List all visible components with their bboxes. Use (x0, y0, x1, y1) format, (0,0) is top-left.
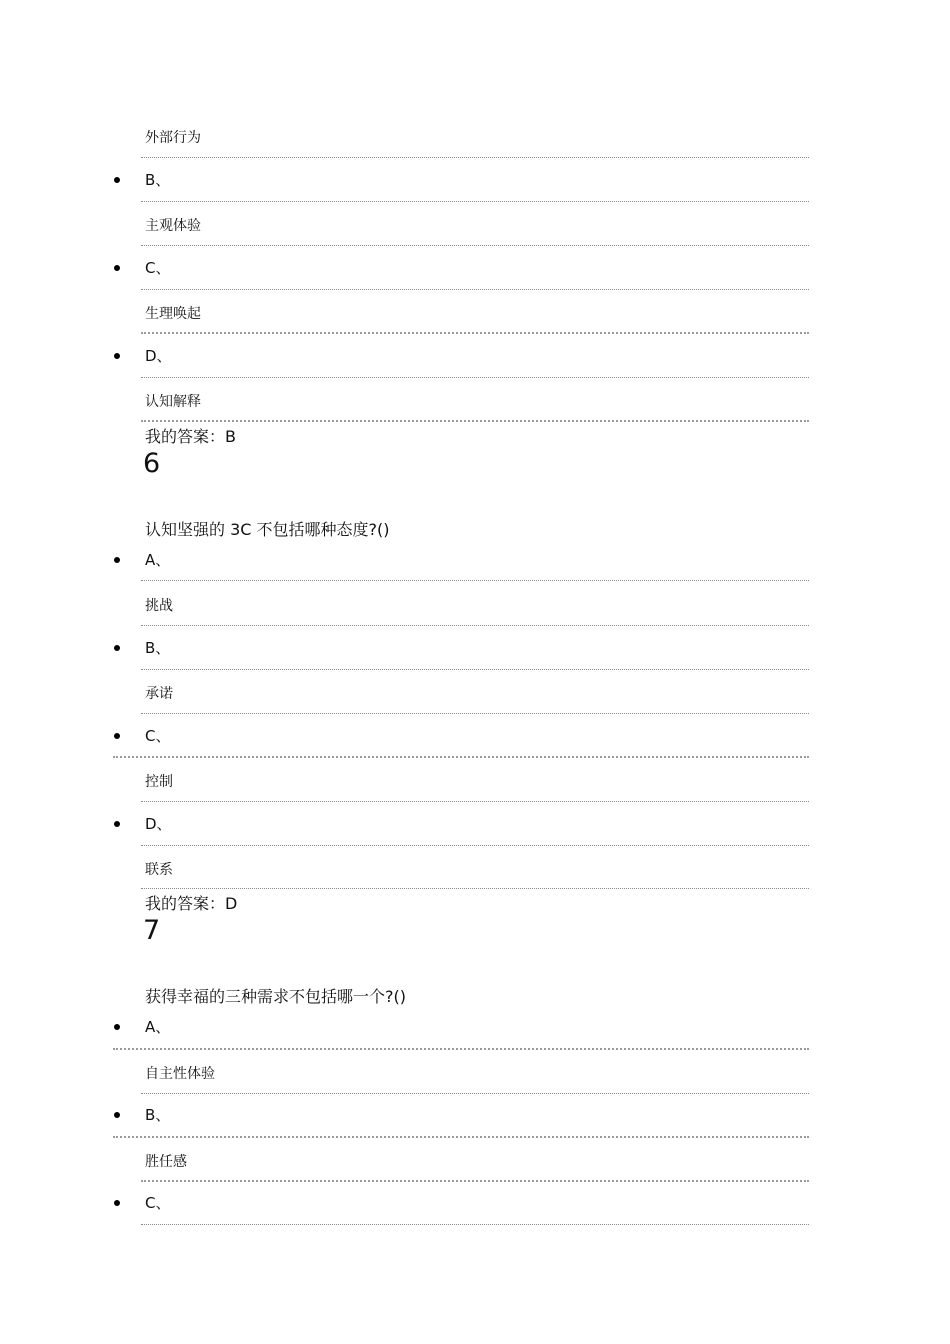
bullet-icon (114, 177, 120, 183)
divider (141, 801, 809, 802)
option-letter[interactable]: C、 (145, 727, 171, 745)
option-text: 控制 (145, 774, 173, 790)
my-answer: 我的答案：B (145, 427, 236, 446)
my-answer: 我的答案：D (145, 894, 238, 913)
divider (113, 756, 809, 758)
option-text: 承诺 (145, 686, 173, 702)
divider (141, 245, 809, 246)
bullet-icon (114, 733, 120, 739)
divider (141, 713, 809, 714)
option-letter[interactable]: D、 (145, 347, 172, 365)
option-text: 认知解释 (145, 394, 201, 410)
divider (141, 332, 809, 334)
bullet-icon (114, 645, 120, 651)
divider (141, 377, 809, 378)
option-letter[interactable]: A、 (145, 551, 171, 569)
option-text: 自主性体验 (145, 1066, 215, 1082)
option-text: 外部行为 (145, 130, 201, 146)
option-text: 主观体验 (145, 218, 201, 234)
divider (141, 289, 809, 290)
bullet-icon (114, 557, 120, 563)
divider (113, 1136, 809, 1138)
option-letter[interactable]: B、 (145, 639, 171, 657)
divider (141, 580, 809, 581)
bullet-icon (114, 821, 120, 827)
bullet-icon (114, 265, 120, 271)
bullet-icon (114, 1112, 120, 1118)
option-text: 联系 (145, 862, 173, 878)
option-letter[interactable]: A、 (145, 1018, 171, 1036)
option-text: 生理唤起 (145, 306, 201, 322)
question-text: 获得幸福的三种需求不包括哪一个?() (145, 987, 406, 1006)
divider (141, 888, 809, 889)
divider (141, 157, 809, 158)
divider (141, 1224, 809, 1225)
divider (141, 625, 809, 626)
divider (141, 1180, 809, 1182)
divider (113, 1048, 809, 1050)
option-text: 胜任感 (145, 1154, 187, 1170)
bullet-icon (114, 1024, 120, 1030)
option-letter[interactable]: C、 (145, 259, 171, 277)
bullet-icon (114, 1200, 120, 1206)
divider (141, 669, 809, 670)
divider (141, 420, 809, 422)
divider (141, 1093, 809, 1094)
question-number: 7 (143, 915, 161, 946)
option-letter[interactable]: B、 (145, 171, 171, 189)
option-letter[interactable]: B、 (145, 1106, 171, 1124)
divider (141, 845, 809, 846)
option-letter[interactable]: D、 (145, 815, 172, 833)
divider (141, 201, 809, 202)
question-text: 认知坚强的 3C 不包括哪种态度?() (145, 520, 390, 539)
option-letter[interactable]: C、 (145, 1194, 171, 1212)
question-number: 6 (143, 448, 161, 479)
bullet-icon (114, 353, 120, 359)
option-text: 挑战 (145, 598, 173, 614)
